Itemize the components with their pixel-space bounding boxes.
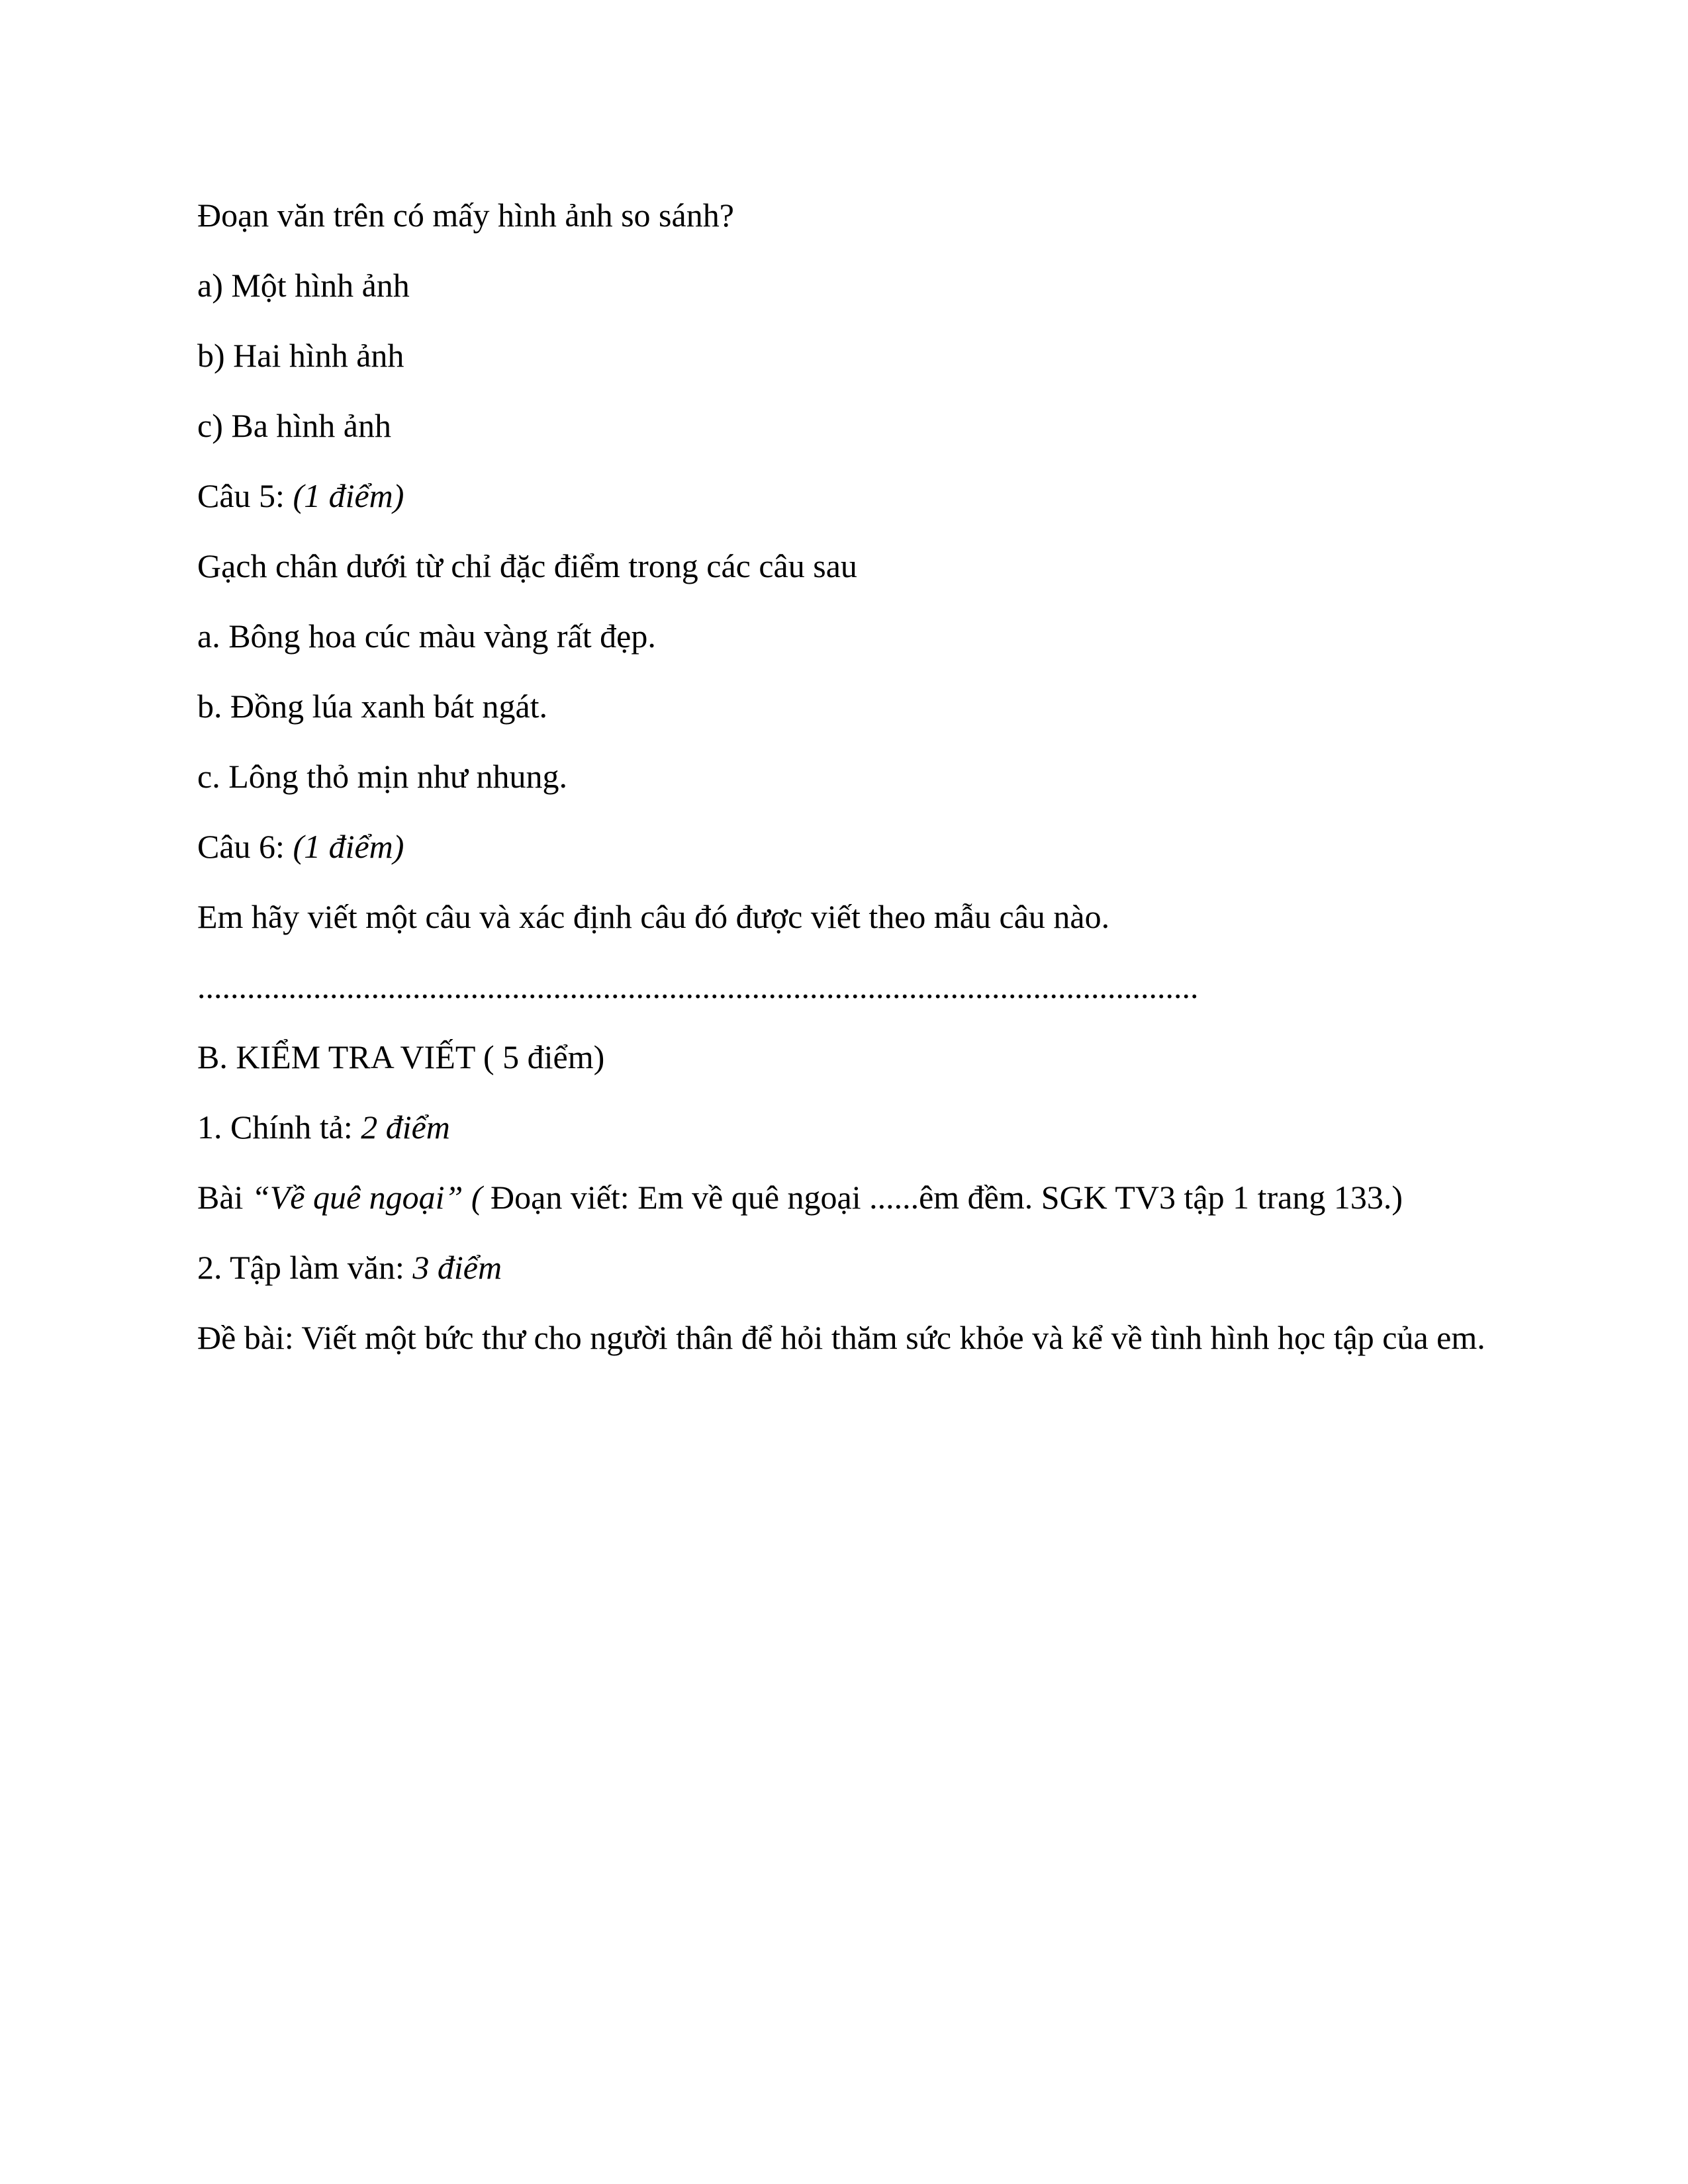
question6-answer-line: .........................................................................................................................: [197, 968, 1199, 1005]
part1-text-prefix: Bài: [197, 1179, 252, 1216]
question4-prompt: Đoạn văn trên có mấy hình ảnh so sánh?: [197, 197, 734, 234]
question4-option-c: c) Ba hình ảnh: [197, 407, 391, 444]
question4-option-a: a) Một hình ảnh: [197, 267, 410, 304]
part1-text: [197, 1177, 1403, 1217]
question5-item-a: a. Bông hoa cúc màu vàng rất đẹp.: [197, 617, 656, 655]
question5-points: (1 điểm): [293, 477, 404, 514]
part2-heading: [197, 1248, 502, 1287]
part1-title: “Về quê ngoại” (: [251, 1179, 491, 1216]
question6-label: Câu 6:: [197, 828, 293, 865]
section-b-heading: B. KIỂM TRA VIẾT ( 5 điểm): [197, 1038, 605, 1075]
part1-text-rest: Đoạn viết: Em về quê ngoại ......êm đềm. SGK TV3 tập 1 trang 133.): [491, 1179, 1403, 1216]
question5-prompt: Gạch chân dưới từ chỉ đặc điểm trong các câu sau: [197, 547, 857, 584]
part2-prompt: Đề bài: Viết một bức thư cho người thân để hỏi thăm sức khỏe và kể về tình hình học tập của em.: [197, 1319, 1485, 1356]
question6-heading: [197, 827, 404, 866]
question6-points: (1 điểm): [293, 828, 404, 865]
question5-item-c: c. Lông thỏ mịn như nhung.: [197, 758, 568, 795]
question4-option-b: b) Hai hình ảnh: [197, 337, 404, 374]
question5-item-b: b. Đồng lúa xanh bát ngát.: [197, 688, 548, 725]
part1-label: 1. Chính tả:: [197, 1109, 361, 1146]
part1-points: 2 điểm: [361, 1109, 450, 1146]
part2-label: 2. Tập làm văn:: [197, 1249, 413, 1286]
part1-heading: [197, 1107, 450, 1147]
question6-prompt: Em hãy viết một câu và xác định câu đó được viết theo mẫu câu nào.: [197, 898, 1110, 935]
question5-heading: [197, 476, 404, 516]
question5-label: Câu 5:: [197, 477, 293, 514]
part2-points: 3 điểm: [412, 1249, 502, 1286]
